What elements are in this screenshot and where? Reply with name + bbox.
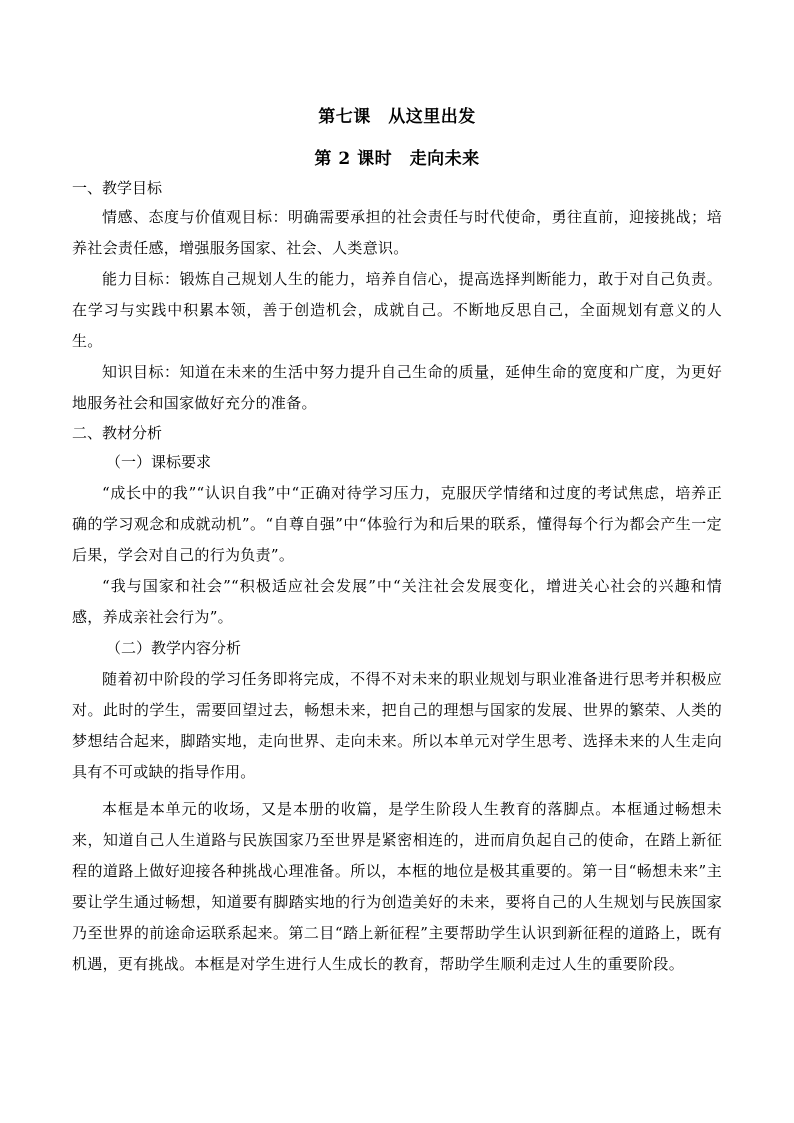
document-content [72,104,722,980]
paragraph-curriculum-2: “我与国家和社会”“积极适应社会发展”中“关注社会发展变化，增进关心社会的兴趣和情感，养成亲社会行为”。 [72,577,722,626]
section-heading-objectives: 一、教学目标 [72,179,163,197]
paragraph-curriculum-1: “成长中的我”“认识自我”中“正确对待学习压力，克服厌学情绪和过度的考试焦虑，培养正确的学习观念和成就动机”。“自尊自强”中“体验行为和后果的联系，懂得每个行为都会产生一定后果，学会对自己的行为负责”。 [72,484,722,564]
lesson-subtitle: 第 2 课时 走向未来 [314,149,480,169]
paragraph-emotion-goal: 情感、态度与价值观目标：明确需要承担的社会责任与时代使命，勇往直前，迎接挑战；培养社会责任感，增强服务国家、社会、人类意识。 [72,208,722,257]
subheading-curriculum: （一）课标要求 [106,453,212,471]
paragraph-ability-goal: 能力目标：锻炼自己规划人生的能力，培养自信心，提高选择判断能力，敢于对自己负责。在学习与实践中积累本领，善于创造机会，成就自己。不断地反思自己，全面规划有意义的人生。 [72,270,722,350]
paragraph-content-1: 随着初中阶段的学习任务即将完成，不得不对未来的职业规划与职业准备进行思考并积极应对。此时的学生，需要回望过去，畅想未来，把自己的理想与国家的发展、世界的繁荣、人类的梦想结合起来，脚踏实地，走向世界、走向未来。所以本单元对学生思考、选择未来的人生走向具有不可或缺的指导作用。 [72,670,722,781]
section-heading-analysis: 二、教材分析 [72,424,163,442]
subheading-content-analysis: （二）教学内容分析 [106,639,242,657]
paragraph-content-2: 本框是本单元的收场，又是本册的收篇，是学生阶段人生教育的落脚点。本框通过畅想未来，知道自己人生道路与民族国家乃至世界是紧密相连的，进而肩负起自己的使命，在踏上新征程的道路上做好迎接各种挑战心理准备。所以，本框的地位是极其重要的。第一目“畅想未来”主要让学生通过畅想，知道要有脚踏实地的行为创造美好的未来，要将自己的人生规划与民族国家乃至世界的前途命运联系起来。第二目“踏上新征程”主要帮助学生认识到新征程的道路上，既有机遇，更有挑战。本框是对学生进行人生成长的教育，帮助学生顺利走过人生的重要阶段。 [72,800,722,973]
lesson-title: 第七课 从这里出发 [318,107,476,127]
paragraph-knowledge-goal: 知识目标：知道在未来的生活中努力提升自己生命的质量，延伸生命的宽度和广度，为更好地服务社会和国家做好充分的准备。 [72,363,722,412]
